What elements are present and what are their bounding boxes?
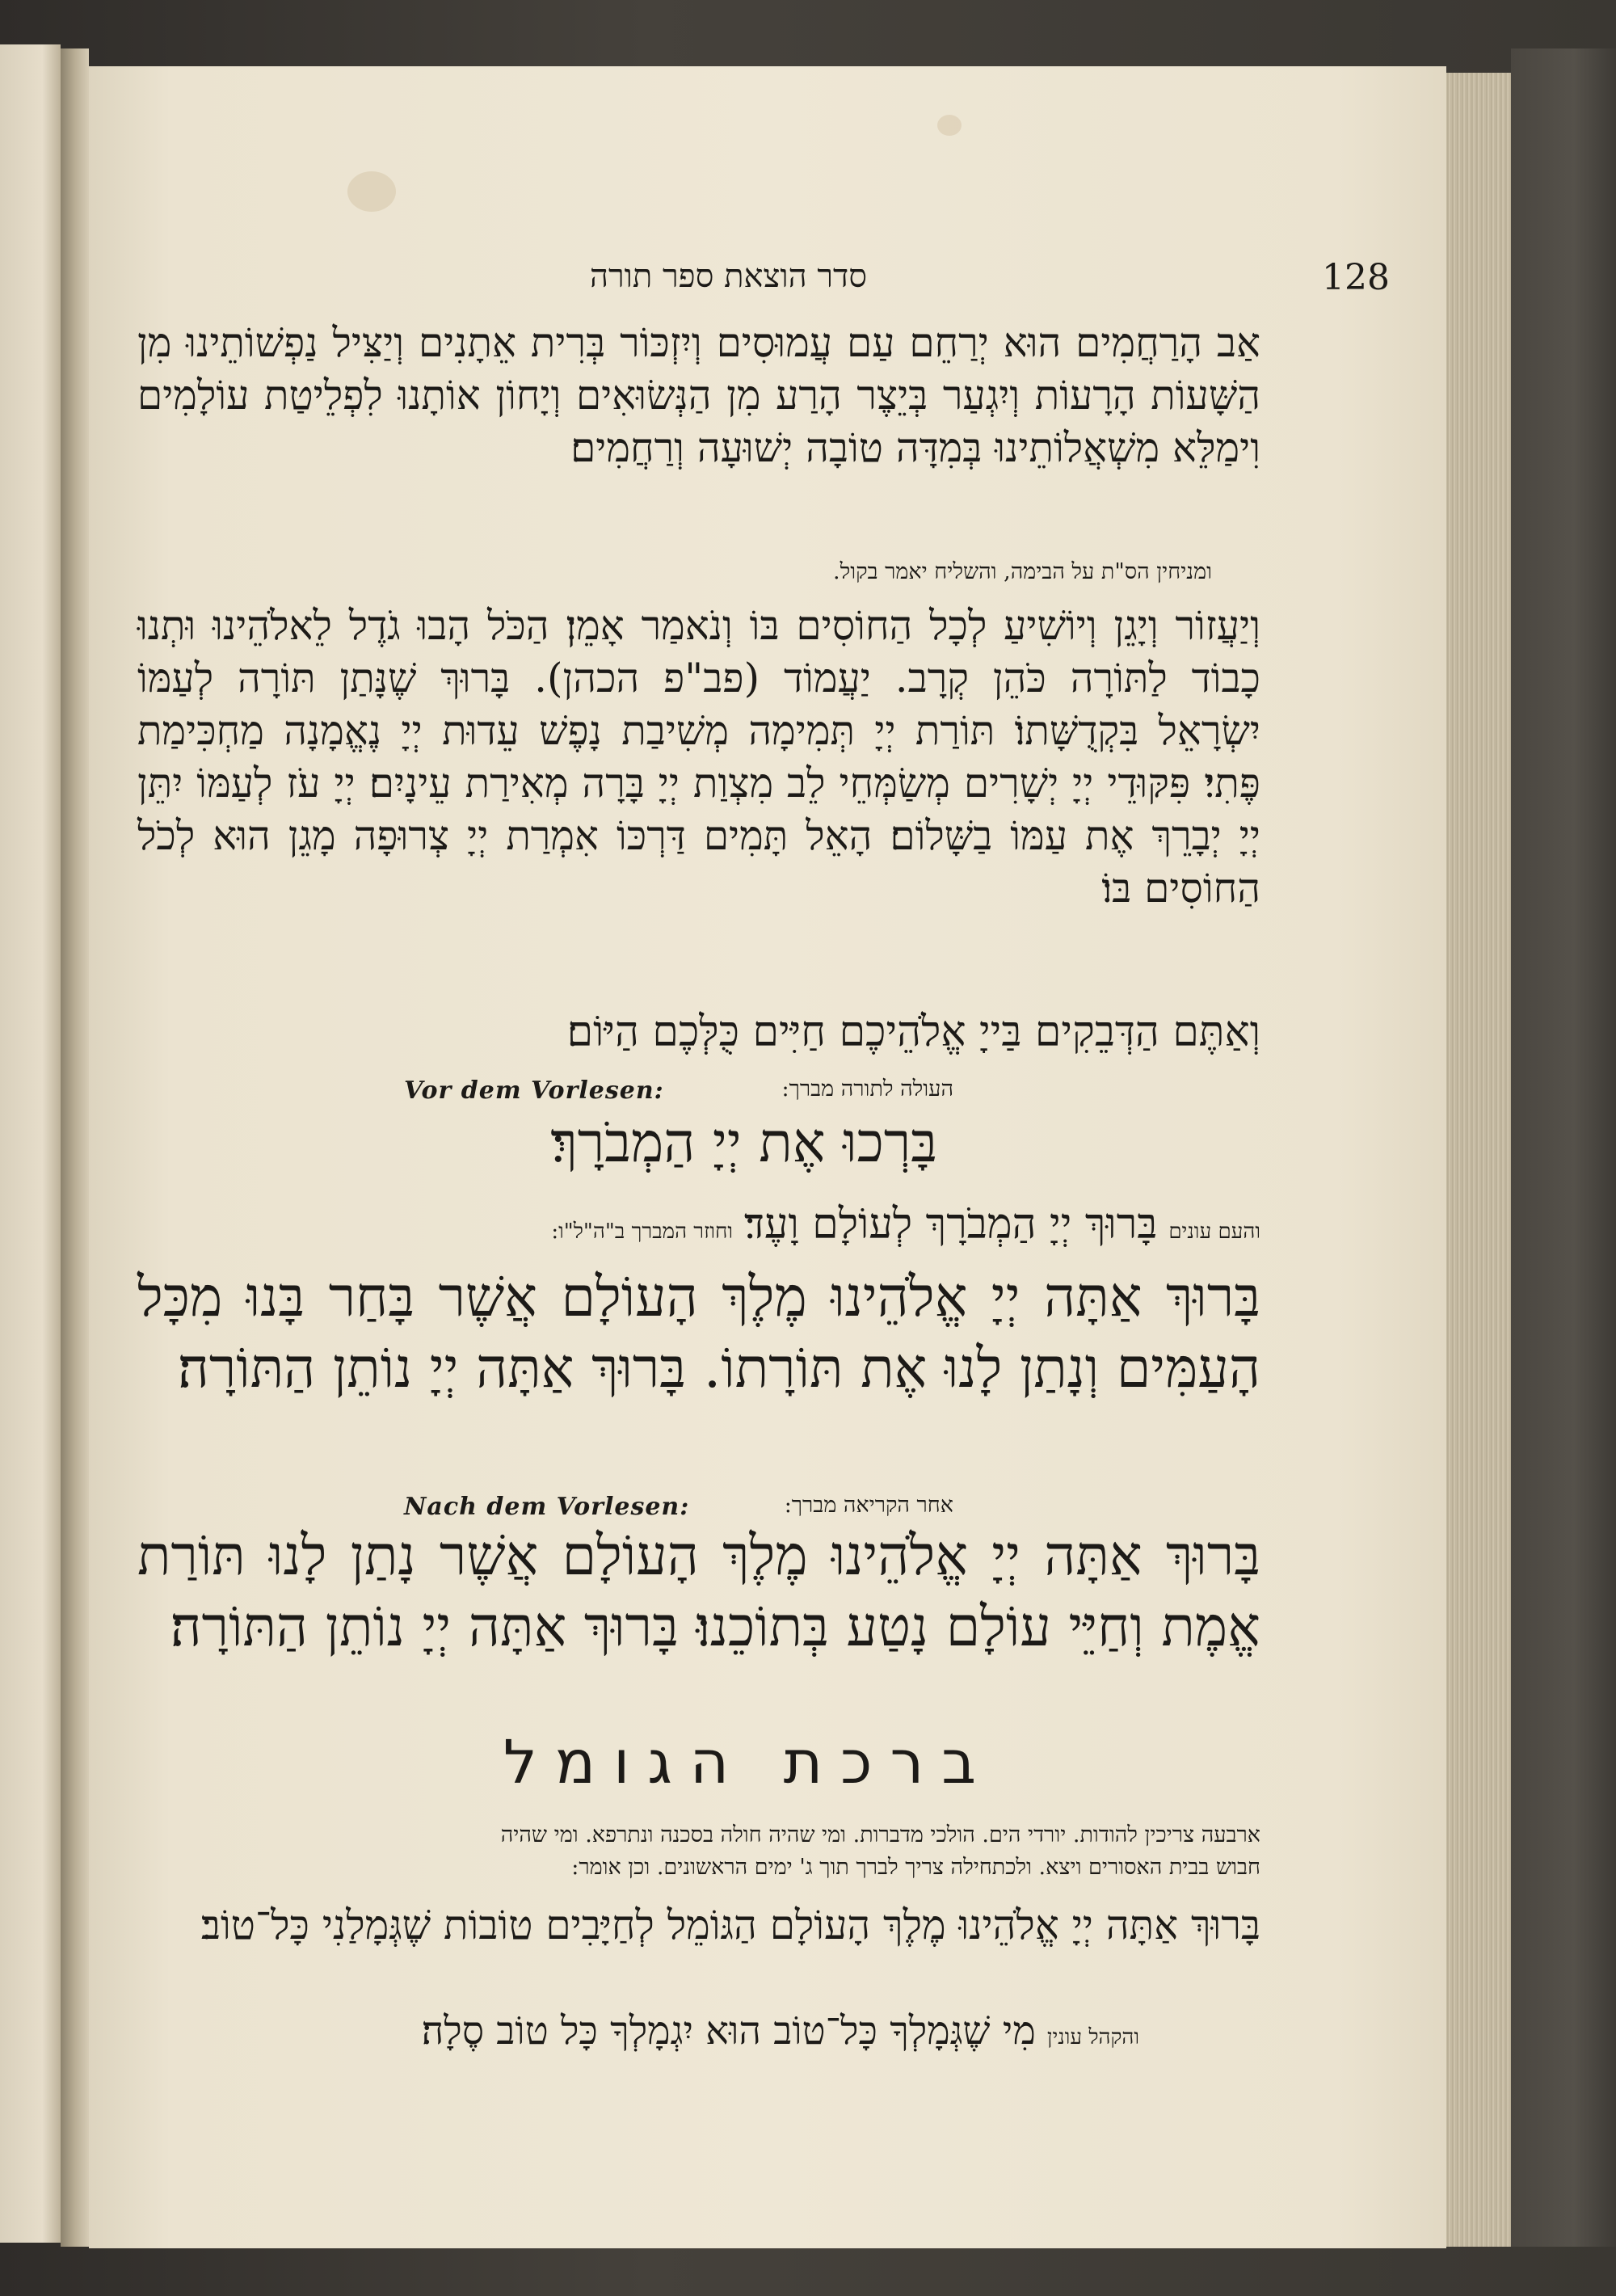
gomel-response-note: והקהל עונין [1046, 2025, 1139, 2050]
prayer-av-harachamim: אַב הָרַחֲמִים הוּא יְרַחֵם עַם עֲמוּסִים וְיִזְכּוֹר בְּרִית אֵתָנִים וְיַצִּיל נַפְשׁוֹתֵינוּ מִן הַשָּׁעוֹת הָרָעוֹת וְיִגְעַר בְּיֵצֶר הָרַע מִן הַנְּשׂוּאִים וְיָחוֹן אוֹתָנוּ לִפְלֵיטַת עוֹלָמִים וִימַלֵּא מִשְׁאֲלוֹתֵינוּ בְּמִדָּה טוֹבָה יְשׁוּעָה וְרַחֲמִים׃ [137, 319, 1260, 471]
instruction-note: ומניחין הס"ת על הבימה, והשליח יאמר בקול. [832, 559, 1212, 584]
response-note: והעם עונים [1168, 1220, 1260, 1244]
section-title-birkat-hagomel: ברכת הגומל [503, 1728, 994, 1797]
hebrew-instruction-before: העולה לתורה מברך: [781, 1076, 953, 1102]
paper-stain [937, 115, 962, 136]
prayer-veatem: וְאַתֶּם הַדְּבֵקִים בַּייָ אֱלֹהֵיכֶם חַיִּים כֻּלְּכֶם הַיּוֹם׃ [566, 1008, 1260, 1056]
congregation-response: בָּרוּךְ יְיָ הַמְבֹרָךְ לְעוֹלָם וָעֶד׃ [744, 1200, 1158, 1249]
book-gutter [61, 48, 89, 2247]
blessing-after-reading: בָּרוּךְ אַתָּה יְיָ אֱלֹהֵינוּ מֶלֶךְ הָעוֹלָם אֲשֶׁר נָתַן לָנוּ תּוֹרַת אֱמֶת וְחַיֵּי עוֹלָם נָטַע בְּתוֹכֵנוּ׃ בָּרוּךְ אַתָּה יְיָ נוֹתֵן הַתּוֹרָה׃ [137, 1524, 1260, 1659]
german-instruction-before: Vor dem Vorlesen: [404, 1076, 664, 1105]
blessing-before-reading: בָּרוּךְ אַתָּה יְיָ אֱלֹהֵינוּ מֶלֶךְ הָעוֹלָם אֲשֶׁר בָּחַר בָּנוּ מִכָּל הָעַמִּים וְנָתַן לָנוּ אֶת תּוֹרָתוֹ. בָּרוּךְ אַתָּה יְיָ נוֹתֵן הַתּוֹרָה׃ [137, 1266, 1260, 1401]
congregation-response-line [551, 1200, 1260, 1249]
facing-page-edge [0, 44, 61, 2243]
gomel-instruction-2: חבוש בבית האסורים ויצא. ולכתחילה צריך לברך תוך ג' ימים הראשונים. וכן אומר: [571, 1855, 1260, 1880]
gomel-response-line [422, 2008, 1139, 2054]
book-cover-edge [1511, 48, 1616, 2247]
gomel-response: מִי שֶׁגְּמָלְךָ כָּל־טוֹב הוּא יִגְמָלְךָ כָּל טוֹב סֶלָה׃ [421, 2008, 1036, 2054]
prayer-torah-procession: וְיַעֲזוֹר וְיָגֵן וְיוֹשִׁיעַ לְכָל הַחוֹסִים בּוֹ וְנֹאמַר אָמֵן׃ הַכֹּל הָבוּ גֹדֶל לֵאלֹהֵינוּ וּתְנוּ כָבוֹד לַתּוֹרָה כֹּהֵן קְרָב. יַעֲמוֹד (פב"פ הכהן). בָּרוּךְ שֶׁנָּתַן תּוֹרָה לְעַמּוֹ יִשְׂרָאֵל בִּקְדֻשָּׁתוֹ׃ תּוֹרַת יְיָ תְּמִימָה מְשִׁיבַת נָפֶשׁ עֵדוּת יְיָ נֶאֱמָנָה מַחְכִּימַת פֶּתִי׃ פִּקּוּדֵי יְיָ יְשָׁרִים מְשַׂמְּחֵי לֵב מִצְוַת יְיָ בָּרָה מְאִירַת עֵינָיִם׃ יְיָ עֹז לְעַמּוֹ יִתֵּן יְיָ יְבָרֵךְ אֶת עַמּוֹ בַשָּׁלוֹם׃ הָאֵל תָּמִים דַּרְכּוֹ אִמְרַת יְיָ צְרוּפָה מָגֵן הוּא לְכֹל הַחוֹסִים בּוֹ׃ [137, 602, 1260, 912]
german-instruction-after: Nach dem Vorlesen: [404, 1493, 690, 1521]
gomel-instruction-1: ארבעה צריכין להודות. יורדי הים. הולכי מדברות. ומי שהיה חולה בסכנה ונתרפא. ומי שהיה [500, 1822, 1260, 1847]
page-edges [1446, 73, 1511, 2247]
page-number: 128 [1322, 257, 1390, 298]
hebrew-instruction-after: אחר הקריאה מברך: [784, 1493, 953, 1518]
paper-stain [347, 171, 396, 212]
gomel-blessing: בָּרוּךְ אַתָּה יְיָ אֱלֹהֵינוּ מֶלֶךְ הָעוֹלָם הַגּוֹמֵל לְחַיָּבִים טוֹבוֹת שֶׁגְּמָלַנִי כָּל־טוֹב׃ [200, 1902, 1260, 1948]
page-header [137, 257, 1390, 305]
running-title: סדר הוצאת ספר תורה [590, 258, 868, 295]
response-note-2: וחוזר המברך ב"ה"ל"ו: [551, 1220, 734, 1244]
barchu-call: בָּרְכוּ אֶת יְיָ הַמְבֹרָךְ׃ [550, 1111, 937, 1175]
